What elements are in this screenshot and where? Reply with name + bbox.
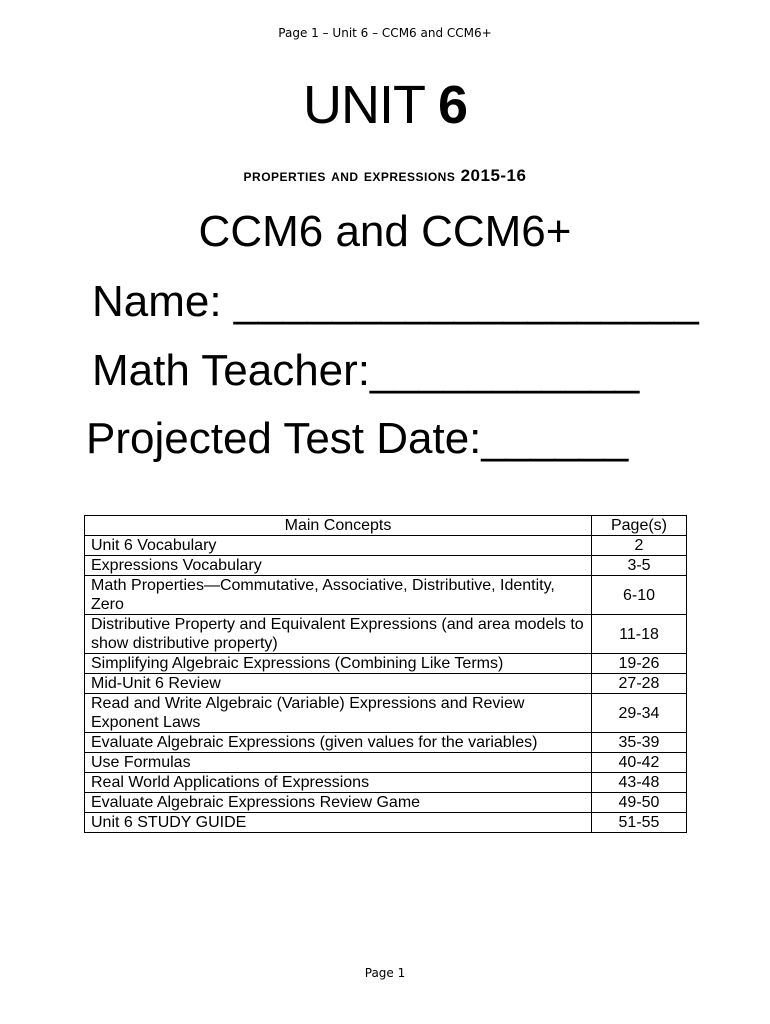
concept-cell: Evaluate Algebraic Expressions Review Game: [85, 793, 592, 813]
name-field: Name: ___________________: [92, 277, 699, 326]
concept-cell: Expressions Vocabulary: [85, 556, 592, 576]
pages-cell: 6-10: [592, 576, 687, 615]
pages-cell: 29-34: [592, 694, 687, 733]
pages-cell: 2: [592, 536, 687, 556]
projected-test-date-field: Projected Test Date:______: [86, 414, 629, 463]
table-row: [85, 773, 687, 793]
concept-cell: Distributive Property and Equivalent Expressions (and area models to show distributive property): [85, 615, 592, 654]
unit-subtitle: properties and expressions 2015-16: [243, 166, 527, 185]
pages-cell: 11-18: [592, 615, 687, 654]
page-header: Page 1 – Unit 6 – CCM6 and CCM6+: [278, 26, 492, 40]
course-title: CCM6 and CCM6+: [198, 207, 572, 256]
unit-title-prefix: UNIT: [302, 75, 438, 135]
page-footer: Page 1: [364, 966, 406, 980]
concept-cell: Evaluate Algebraic Expressions (given values for the variables): [85, 733, 592, 753]
pages-cell: 3-5: [592, 556, 687, 576]
table-row: [85, 793, 687, 813]
concept-cell: Mid-Unit 6 Review: [85, 674, 592, 694]
table-row: [85, 753, 687, 773]
table-row: [85, 813, 687, 833]
table-row: [85, 536, 687, 556]
concept-cell: Read and Write Algebraic (Variable) Expressions and Review Exponent Laws: [85, 694, 592, 733]
table-row: [85, 733, 687, 753]
concept-cell: Unit 6 Vocabulary: [85, 536, 592, 556]
pages-cell: 40-42: [592, 753, 687, 773]
unit-title: [0, 72, 770, 138]
pages-cell: 35-39: [592, 733, 687, 753]
table-header-row: [85, 516, 687, 536]
table-row: [85, 674, 687, 694]
pages-cell: 51-55: [592, 813, 687, 833]
pages-cell: 19-26: [592, 654, 687, 674]
table-row: [85, 694, 687, 733]
pages-cell: 49-50: [592, 793, 687, 813]
table-row: [85, 654, 687, 674]
pages-cell: 27-28: [592, 674, 687, 694]
concept-cell: Simplifying Algebraic Expressions (Combining Like Terms): [85, 654, 592, 674]
unit-title-number: 6: [437, 75, 468, 135]
concept-cell: Use Formulas: [85, 753, 592, 773]
column-header-pages: Page(s): [592, 516, 687, 536]
math-teacher-field: Math Teacher:___________: [92, 346, 640, 395]
table-row: [85, 576, 687, 615]
concept-cell: Unit 6 STUDY GUIDE: [85, 813, 592, 833]
pages-cell: 43-48: [592, 773, 687, 793]
concept-cell: Real World Applications of Expressions: [85, 773, 592, 793]
table-row: [85, 615, 687, 654]
table-row: [85, 556, 687, 576]
column-header-main-concepts: Main Concepts: [85, 516, 592, 536]
main-concepts-table: [84, 515, 687, 833]
concept-cell: Math Properties—Commutative, Associative, Distributive, Identity, Zero: [85, 576, 592, 615]
